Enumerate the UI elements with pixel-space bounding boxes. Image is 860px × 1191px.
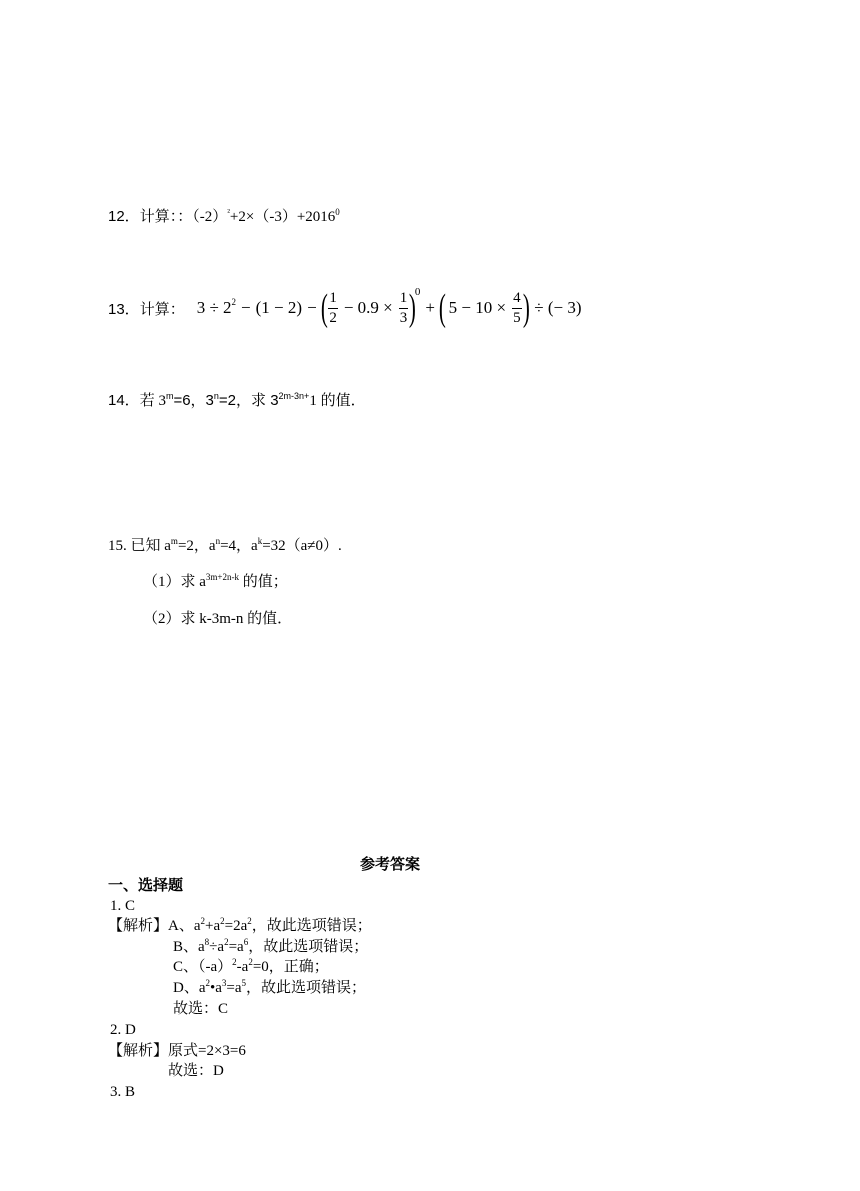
fraction: $\frac{1}{2}$ (329, 289, 337, 326)
question-13 (108, 282, 582, 334)
question-15-part-2: （2）求 k-3m-n 的值． (143, 611, 293, 627)
question-number: 12． (108, 208, 140, 225)
answer-1-analysis-D: D、$a^2•a^3=a^5$，故此选项错误； (173, 978, 367, 996)
answer-3: 3. B (110, 1084, 136, 1100)
answer-1-analysis-A: 【解析】A、$a^2+a^2=2a^2$，故此选项错误； (108, 916, 372, 934)
question-label: 计算： (139, 301, 185, 318)
question-15: 15. 已知 $a^m=2$，$a^n=4$，$a^k=32(a\ne 0)$. (108, 536, 342, 554)
question-label: 计算：： (139, 209, 193, 225)
answer-1: 1. C (110, 898, 136, 914)
math-expression: 3 ÷ 2 $^2$ − (1 − 2) − ( $\frac{1}{2}$ − 0.9 × $\frac{1}{3}$ ) $^0$ + ( 5 − 10 × $\frac{4}{5}$ ) ÷ (− 3) (196, 286, 582, 329)
question-number: 13． (108, 300, 140, 318)
answer-1-analysis-C: C、$(-a)^2-a^2=0$，正确； (173, 957, 329, 975)
answer-2-choice: 故选：D (168, 1063, 224, 1079)
answers-title: 参考答案 (360, 857, 421, 873)
fraction: $\frac{1}{3}$ (399, 289, 408, 326)
answer-1-analysis-B: B、$a^8\div a^2=a^6$，故此选项错误； (173, 937, 369, 955)
analysis-tag: 【解析】 (108, 1043, 169, 1059)
fraction: $\frac{4}{5}$ (513, 289, 521, 326)
section-heading: 一、选择题 (108, 878, 184, 894)
answer-1-choice: 故选：C (173, 1001, 229, 1017)
answer-2: 2. D (110, 1022, 136, 1038)
question-number: 14． (108, 392, 140, 409)
question-15-part-1: （1）求 $a^{3m+2n-k}$ 的值； (143, 572, 288, 590)
answer-2-analysis: 【解析】原式=2×3=6 (108, 1043, 246, 1059)
analysis-tag: 【解析】 (108, 918, 169, 934)
question-12: 12．计算：：$(-2)^{^2}+2\times(-3)+2016^0$ (108, 207, 340, 225)
question-14: 14．若 $3^m=6$，$3^n=2$，求 $3^{2m-3n+}1$ 的值． (108, 391, 366, 409)
